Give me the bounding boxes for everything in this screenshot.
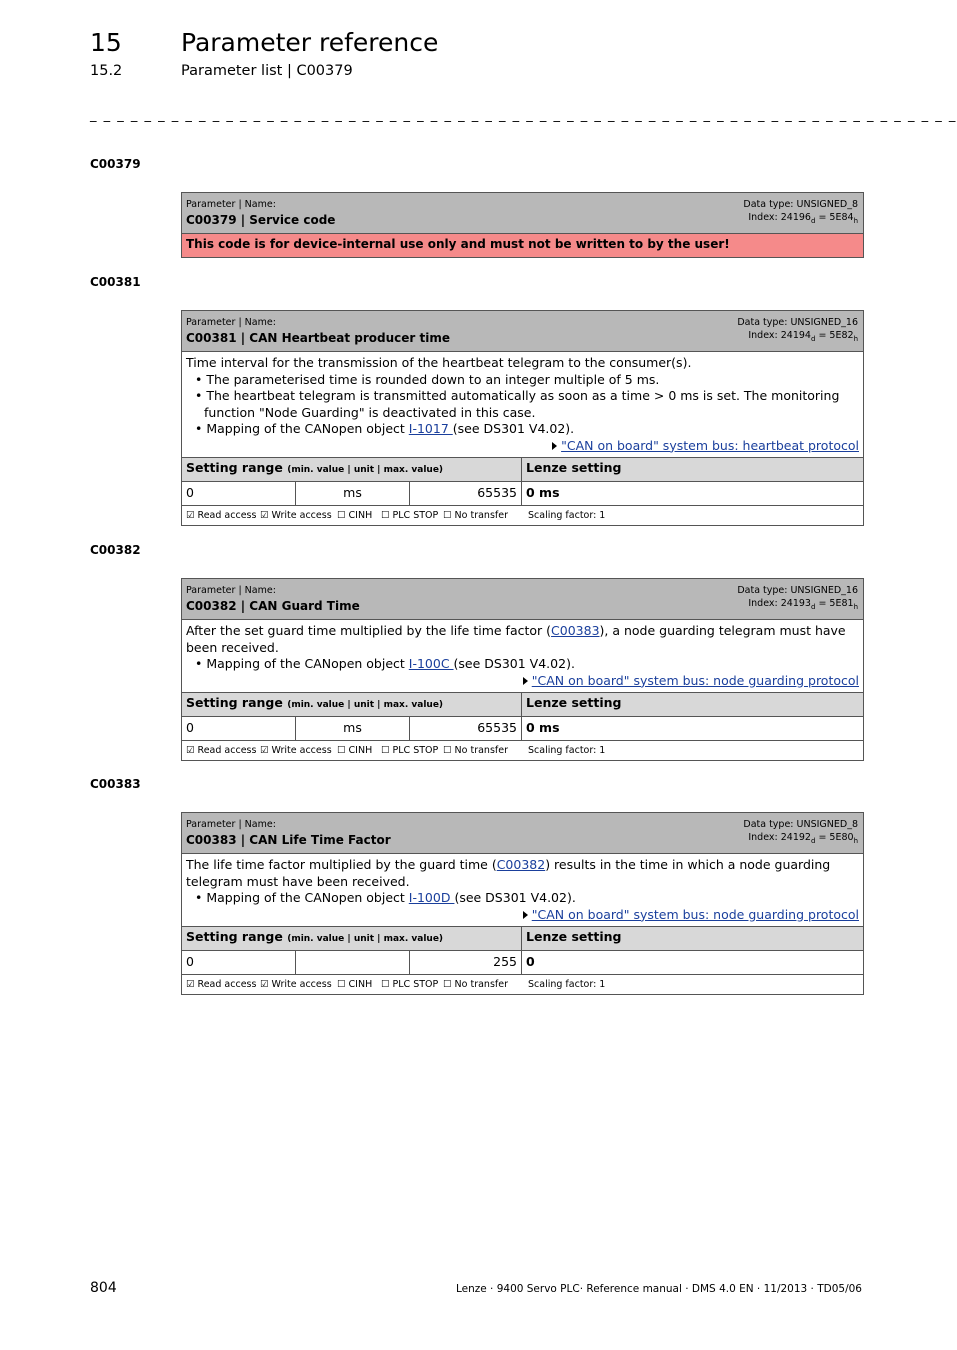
node-guarding-protocol-link[interactable]: "CAN on board" system bus: node guarding protocol — [531, 672, 859, 688]
bullet-item: • Mapping of the CANopen object I-1017 (see DS301 V4.02). — [195, 421, 575, 436]
plc-stop: ☐ PLC STOP — [381, 510, 439, 521]
node-guarding-protocol-link[interactable]: "CAN on board" system bus: node guarding protocol — [531, 906, 859, 922]
param-header — [182, 193, 863, 234]
no-transfer: ☐ No transfer — [443, 979, 508, 990]
scaling-factor: Scaling factor: 1 — [528, 745, 606, 756]
setting-range-header — [182, 927, 863, 951]
max-value: 65535 — [410, 717, 522, 740]
scaling-factor: Scaling factor: 1 — [528, 510, 606, 521]
param-description — [182, 854, 863, 927]
read-access: ☑ Read access — [186, 979, 257, 990]
param-table-c00383 — [181, 812, 864, 995]
setting-range-header — [182, 693, 863, 717]
min-value: 0 — [182, 482, 296, 505]
page-number: 804 — [90, 1280, 117, 1296]
param-name: C00382 | CAN Guard Time — [186, 599, 360, 613]
reference-line — [186, 907, 859, 924]
chapter-title: Parameter reference — [181, 28, 439, 57]
code-heading-c00382: C00382 — [90, 543, 141, 557]
reference-line — [186, 673, 859, 690]
setting-range-header — [182, 458, 863, 482]
canopen-object-link[interactable]: I-100C — [408, 656, 454, 671]
max-value: 255 — [410, 951, 522, 974]
data-type: Data type: UNSIGNED_8 — [743, 819, 858, 830]
data-type: Data type: UNSIGNED_16 — [737, 585, 858, 596]
cinh: ☐ CINH — [337, 745, 373, 756]
scaling-factor: Scaling factor: 1 — [528, 979, 606, 990]
param-name: C00383 | CAN Life Time Factor — [186, 833, 391, 847]
code-heading-c00379: C00379 — [90, 157, 141, 171]
param-description — [182, 620, 863, 693]
write-access: ☑ Write access — [260, 979, 332, 990]
min-value: 0 — [182, 951, 296, 974]
c00383-link[interactable]: C00383 — [551, 623, 600, 638]
description-text: After the set guard time multiplied by the life time factor (C00383), a node guarding telegram must have been received. — [186, 623, 846, 655]
bullet-item: • Mapping of the CANopen object I-100D (see DS301 V4.02). — [195, 890, 576, 905]
unit: ms — [296, 717, 410, 740]
warning-message: This code is for device-internal use only and must not be written to by the user! — [182, 234, 863, 257]
param-table-c00382 — [181, 578, 864, 761]
param-index: Index: $24196_d = 5E84_h$ — [748, 212, 858, 225]
param-index: Index: $24193_d = 5E81_h$ — [748, 598, 858, 611]
arrow-right-icon — [523, 911, 528, 919]
data-type: Data type: UNSIGNED_16 — [737, 317, 858, 328]
bullet-item: • The parameterised time is rounded down to an integer multiple of 5 ms. — [195, 371, 660, 387]
document-info: Lenze · 9400 Servo PLC· Reference manual · DMS 4.0 EN · 11/2013 · TD05/06 — [455, 1283, 862, 1295]
param-header — [182, 311, 863, 352]
c00382-link[interactable]: C00382 — [496, 857, 546, 872]
access-row — [182, 975, 863, 994]
lenze-setting-label: Lenze setting — [526, 695, 622, 710]
lenze-setting-label: Lenze setting — [526, 460, 622, 475]
param-name-label: Parameter | Name: — [186, 819, 276, 830]
arrow-right-icon — [552, 442, 557, 450]
arrow-right-icon — [523, 677, 528, 685]
param-name-label: Parameter | Name: — [186, 199, 276, 210]
param-name: C00381 | CAN Heartbeat producer time — [186, 331, 451, 345]
no-transfer: ☐ No transfer — [443, 510, 508, 521]
no-transfer: ☐ No transfer — [443, 745, 508, 756]
cinh: ☐ CINH — [337, 510, 373, 521]
read-access: ☑ Read access — [186, 510, 257, 521]
description-text: Time interval for the transmission of the heartbeat telegram to the consumer(s). — [186, 355, 692, 370]
setting-range-label: Setting range (min. value | unit | max. value) — [182, 927, 522, 950]
heartbeat-protocol-link[interactable]: "CAN on board" system bus: heartbeat protocol — [561, 437, 859, 453]
write-access: ☑ Write access — [260, 745, 332, 756]
code-heading-c00383: C00383 — [90, 777, 141, 791]
canopen-object-link[interactable]: I-1017 — [408, 421, 453, 436]
max-value: 65535 — [410, 482, 522, 505]
description-text: The life time factor multiplied by the guard time (C00382) results in the time in which a node guarding telegram must have been received. — [186, 857, 831, 889]
write-access: ☑ Write access — [260, 510, 332, 521]
lenze-value: 0 ms — [526, 485, 560, 500]
section-title: Parameter list | C00379 — [181, 63, 353, 79]
param-table-c00379 — [181, 192, 864, 258]
setting-values — [182, 482, 863, 506]
bullet-item: • The heartbeat telegram is transmitted automatically as soon as a time > 0 ms is set. The monitoring function "Node Guarding" is deactivated in this case. — [195, 388, 840, 420]
param-header — [182, 579, 863, 620]
lenze-setting-label: Lenze setting — [526, 929, 622, 944]
header-separator: _ _ _ _ _ _ _ _ _ _ _ _ _ _ _ _ _ _ _ _ _ _ _ _ _ _ _ _ _ _ _ _ _ _ _ _ _ _ _ _ _ _ _ _ _ _ _ _ _ _ _ _ _ _ _ _ _ _ _ _ _ _ _ _ — [90, 108, 957, 123]
bullet-item: • Mapping of the CANopen object I-100C (see DS301 V4.02). — [195, 656, 575, 671]
chapter-number: 15 — [90, 28, 122, 57]
canopen-object-link[interactable]: I-100D — [408, 890, 455, 905]
param-name-label: Parameter | Name: — [186, 317, 276, 328]
cinh: ☐ CINH — [337, 979, 373, 990]
access-row — [182, 741, 863, 760]
setting-values — [182, 951, 863, 975]
setting-values — [182, 717, 863, 741]
min-value: 0 — [182, 717, 296, 740]
plc-stop: ☐ PLC STOP — [381, 979, 439, 990]
setting-range-label: Setting range (min. value | unit | max. value) — [182, 458, 522, 481]
lenze-value: 0 — [526, 954, 535, 969]
param-table-c00381 — [181, 310, 864, 526]
plc-stop: ☐ PLC STOP — [381, 745, 439, 756]
unit: ms — [296, 482, 410, 505]
param-header — [182, 813, 863, 854]
data-type: Data type: UNSIGNED_8 — [743, 199, 858, 210]
lenze-value: 0 ms — [526, 720, 560, 735]
read-access: ☑ Read access — [186, 745, 257, 756]
unit — [296, 951, 410, 974]
section-number: 15.2 — [90, 63, 123, 79]
param-index: Index: $24192_d = 5E80_h$ — [748, 832, 858, 845]
param-description — [182, 352, 863, 458]
code-heading-c00381: C00381 — [90, 275, 141, 289]
reference-line — [186, 438, 859, 455]
setting-range-label: Setting range (min. value | unit | max. value) — [182, 693, 522, 716]
access-row — [182, 506, 863, 525]
param-index: Index: $24194_d = 5E82_h$ — [748, 330, 858, 343]
param-name: C00379 | Service code — [186, 213, 336, 227]
param-name-label: Parameter | Name: — [186, 585, 276, 596]
